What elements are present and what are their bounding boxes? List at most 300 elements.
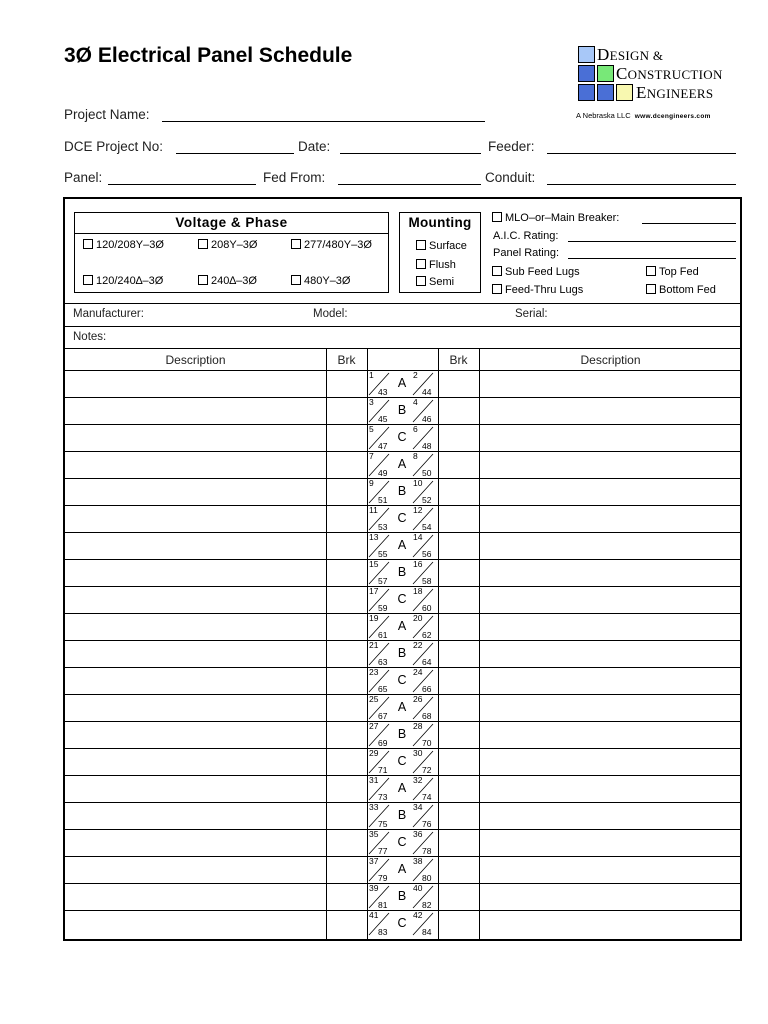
breaker-left-cell[interactable] bbox=[327, 722, 366, 747]
option-120-208y[interactable]: 120/208Y–3Ø bbox=[83, 239, 164, 251]
dce-project-no-field[interactable] bbox=[176, 153, 294, 154]
breaker-left-cell[interactable] bbox=[327, 857, 366, 882]
circuit-number-top: 13 bbox=[369, 532, 379, 542]
phase-label: A bbox=[397, 862, 407, 876]
circuit-number-odd bbox=[367, 424, 392, 451]
circuit-number-even bbox=[411, 532, 436, 559]
breaker-left-cell[interactable] bbox=[327, 479, 366, 504]
checkbox[interactable] bbox=[492, 266, 502, 276]
circuit-number-odd bbox=[367, 775, 392, 802]
description-left-cell[interactable] bbox=[66, 587, 325, 612]
circuit-number-top: 15 bbox=[369, 559, 379, 569]
notes-label: Notes: bbox=[73, 331, 107, 343]
phase-label: A bbox=[397, 457, 407, 471]
description-left-cell[interactable] bbox=[66, 560, 325, 585]
circuit-number-bottom: 45 bbox=[378, 414, 388, 424]
project-name-field[interactable] bbox=[162, 121, 485, 122]
circuit-number-top: 42 bbox=[413, 910, 423, 920]
circuit-number-odd bbox=[367, 667, 392, 694]
dce-project-no-label: DCE Project No: bbox=[64, 139, 164, 154]
description-right-cell[interactable] bbox=[480, 533, 741, 558]
phase-label: B bbox=[397, 565, 407, 579]
description-left-header: Description bbox=[165, 353, 226, 367]
circuit-number-top: 27 bbox=[369, 721, 379, 731]
breaker-right-cell[interactable] bbox=[439, 587, 478, 612]
circuit-number-odd bbox=[367, 910, 392, 937]
circuit-number-bottom: 47 bbox=[378, 441, 388, 451]
circuit-number-bottom: 52 bbox=[422, 495, 432, 505]
circuit-number-bottom: 43 bbox=[378, 387, 388, 397]
breaker-left-cell[interactable] bbox=[327, 506, 366, 531]
phase-label: B bbox=[397, 727, 407, 741]
checkbox[interactable] bbox=[416, 259, 426, 269]
description-right-cell[interactable] bbox=[480, 911, 741, 936]
circuit-number-top: 41 bbox=[369, 910, 379, 920]
circuit-number-top: 33 bbox=[369, 802, 379, 812]
circuit-number-bottom: 51 bbox=[378, 495, 388, 505]
checkbox[interactable] bbox=[492, 212, 502, 222]
circuit-number-bottom: 44 bbox=[422, 387, 432, 397]
circuit-number-bottom: 66 bbox=[422, 684, 432, 694]
description-right-cell[interactable] bbox=[480, 371, 741, 396]
description-right-cell[interactable] bbox=[480, 614, 741, 639]
circuit-number-bottom: 78 bbox=[422, 846, 432, 856]
breaker-right-cell[interactable] bbox=[439, 668, 478, 693]
description-right-cell[interactable] bbox=[480, 722, 741, 747]
circuit-number-top: 10 bbox=[413, 478, 423, 488]
checkbox[interactable] bbox=[416, 240, 426, 250]
circuit-number-top: 21 bbox=[369, 640, 379, 650]
phase-label: B bbox=[397, 646, 407, 660]
breaker-left-cell[interactable] bbox=[327, 587, 366, 612]
description-left-cell[interactable] bbox=[66, 452, 325, 477]
circuit-number-bottom: 64 bbox=[422, 657, 432, 667]
logo-square bbox=[578, 65, 595, 82]
description-left-cell[interactable] bbox=[66, 506, 325, 531]
company-logo bbox=[576, 44, 748, 122]
circuit-number-odd bbox=[367, 505, 392, 532]
breaker-right-cell[interactable] bbox=[439, 533, 478, 558]
description-right-cell[interactable] bbox=[480, 479, 741, 504]
description-left-cell[interactable] bbox=[66, 641, 325, 666]
circuit-number-top: 32 bbox=[413, 775, 423, 785]
description-right-cell[interactable] bbox=[480, 587, 741, 612]
circuit-number-bottom: 65 bbox=[378, 684, 388, 694]
logo-word-engineers: ENGINEERS bbox=[636, 83, 714, 102]
circuit-number-odd bbox=[367, 370, 392, 397]
circuit-number-bottom: 46 bbox=[422, 414, 432, 424]
phase-label: C bbox=[397, 673, 407, 687]
logo-word-design: DESIGN & bbox=[597, 45, 664, 64]
description-right-cell[interactable] bbox=[480, 668, 741, 693]
project-name-label: Project Name: bbox=[64, 107, 150, 122]
circuit-number-top: 14 bbox=[413, 532, 423, 542]
breaker-right-cell[interactable] bbox=[439, 452, 478, 477]
brk-left-header: Brk bbox=[337, 353, 356, 367]
breaker-left-cell[interactable] bbox=[327, 614, 366, 639]
circuit-number-top: 16 bbox=[413, 559, 423, 569]
circuit-number-top: 38 bbox=[413, 856, 423, 866]
circuit-number-odd bbox=[367, 694, 392, 721]
panel-rating-label: Panel Rating: bbox=[493, 247, 560, 259]
breaker-right-cell[interactable] bbox=[439, 722, 478, 747]
circuit-number-bottom: 70 bbox=[422, 738, 432, 748]
circuit-number-top: 23 bbox=[369, 667, 379, 677]
fed-from-field[interactable] bbox=[338, 184, 481, 185]
circuit-number-even bbox=[411, 424, 436, 451]
phase-label: C bbox=[397, 511, 407, 525]
logo-square bbox=[597, 84, 614, 101]
logo-square bbox=[616, 84, 633, 101]
circuit-number-bottom: 53 bbox=[378, 522, 388, 532]
description-right-cell[interactable] bbox=[480, 749, 741, 774]
divider bbox=[65, 348, 740, 349]
breaker-right-cell[interactable] bbox=[439, 776, 478, 801]
phase-label: C bbox=[397, 835, 407, 849]
phase-label: B bbox=[397, 484, 407, 498]
description-right-cell[interactable] bbox=[480, 830, 741, 855]
description-left-cell[interactable] bbox=[66, 479, 325, 504]
breaker-right-cell[interactable] bbox=[439, 857, 478, 882]
breaker-right-cell[interactable] bbox=[439, 425, 478, 450]
logo-square bbox=[578, 46, 595, 63]
checkbox[interactable] bbox=[83, 275, 93, 285]
circuit-number-odd bbox=[367, 397, 392, 424]
circuit-number-top: 4 bbox=[413, 397, 418, 407]
brk-right-header: Brk bbox=[449, 353, 468, 367]
breaker-left-cell[interactable] bbox=[327, 668, 366, 693]
mounting-box bbox=[399, 212, 481, 293]
description-left-cell[interactable] bbox=[66, 425, 325, 450]
breaker-left-cell[interactable] bbox=[327, 641, 366, 666]
breaker-right-cell[interactable] bbox=[439, 398, 478, 423]
logo-word-construction: CONSTRUCTION bbox=[616, 64, 723, 83]
breaker-right-cell[interactable] bbox=[439, 506, 478, 531]
phase-label: C bbox=[397, 592, 407, 606]
circuit-number-even bbox=[411, 775, 436, 802]
breaker-left-cell[interactable] bbox=[327, 533, 366, 558]
page-title: 3Ø Electrical Panel Schedule bbox=[64, 44, 353, 67]
panel-field[interactable] bbox=[108, 184, 256, 185]
panel-rating-field[interactable] bbox=[568, 258, 736, 259]
circuit-number-top: 39 bbox=[369, 883, 379, 893]
divider bbox=[65, 303, 740, 304]
circuit-number-odd bbox=[367, 613, 392, 640]
circuit-number-even bbox=[411, 829, 436, 856]
circuit-number-top: 8 bbox=[413, 451, 418, 461]
description-left-cell[interactable] bbox=[66, 830, 325, 855]
description-left-cell[interactable] bbox=[66, 776, 325, 801]
circuit-number-top: 20 bbox=[413, 613, 423, 623]
breaker-left-cell[interactable] bbox=[327, 749, 366, 774]
circuit-number-top: 18 bbox=[413, 586, 423, 596]
phase-label: B bbox=[397, 808, 407, 822]
option-277-480y[interactable]: 277/480Y–3Ø bbox=[291, 239, 372, 251]
circuit-number-top: 28 bbox=[413, 721, 423, 731]
circuit-number-bottom: 76 bbox=[422, 819, 432, 829]
circuit-number-bottom: 77 bbox=[378, 846, 388, 856]
description-left-cell[interactable] bbox=[66, 803, 325, 828]
phase-label: A bbox=[397, 376, 407, 390]
circuit-number-odd bbox=[367, 532, 392, 559]
divider bbox=[65, 326, 740, 327]
circuit-number-bottom: 48 bbox=[422, 441, 432, 451]
date-label: Date: bbox=[298, 139, 331, 154]
breaker-right-cell[interactable] bbox=[439, 614, 478, 639]
circuit-number-bottom: 84 bbox=[422, 927, 432, 937]
description-left-cell[interactable] bbox=[66, 884, 325, 909]
panel-label: Panel: bbox=[64, 170, 103, 185]
circuit-number-even bbox=[411, 505, 436, 532]
circuit-number-bottom: 80 bbox=[422, 873, 432, 883]
circuit-number-even bbox=[411, 883, 436, 910]
description-right-cell[interactable] bbox=[480, 641, 741, 666]
option-semi[interactable]: Semi bbox=[416, 276, 454, 288]
description-left-cell[interactable] bbox=[66, 722, 325, 747]
checkbox[interactable] bbox=[646, 284, 656, 294]
description-right-cell[interactable] bbox=[480, 884, 741, 909]
circuit-number-even bbox=[411, 640, 436, 667]
logo-square bbox=[578, 84, 595, 101]
circuit-number-odd bbox=[367, 478, 392, 505]
description-right-header: Description bbox=[580, 353, 641, 367]
circuit-number-odd bbox=[367, 802, 392, 829]
circuit-number-bottom: 75 bbox=[378, 819, 388, 829]
phase-label: C bbox=[397, 430, 407, 444]
circuit-number-top: 26 bbox=[413, 694, 423, 704]
circuit-number-top: 35 bbox=[369, 829, 379, 839]
circuit-number-bottom: 50 bbox=[422, 468, 432, 478]
circuit-number-top: 19 bbox=[369, 613, 379, 623]
circuit-number-top: 1 bbox=[369, 370, 374, 380]
circuit-number-top: 12 bbox=[413, 505, 423, 515]
logo-square bbox=[597, 65, 614, 82]
checkbox[interactable] bbox=[492, 284, 502, 294]
breaker-left-cell[interactable] bbox=[327, 371, 366, 396]
description-left-cell[interactable] bbox=[66, 533, 325, 558]
description-right-cell[interactable] bbox=[480, 506, 741, 531]
circuit-number-odd bbox=[367, 721, 392, 748]
date-field[interactable] bbox=[340, 153, 481, 154]
checkbox[interactable] bbox=[83, 239, 93, 249]
circuit-number-even bbox=[411, 397, 436, 424]
description-right-cell[interactable] bbox=[480, 560, 741, 585]
logo-tagline: A Nebraska LLC www.dcengineers.com bbox=[576, 111, 711, 120]
model-label: Model: bbox=[313, 308, 348, 320]
circuit-number-top: 24 bbox=[413, 667, 423, 677]
circuit-number-top: 25 bbox=[369, 694, 379, 704]
manufacturer-label: Manufacturer: bbox=[73, 308, 144, 320]
description-right-cell[interactable] bbox=[480, 695, 741, 720]
circuit-number-bottom: 62 bbox=[422, 630, 432, 640]
breaker-left-cell[interactable] bbox=[327, 695, 366, 720]
circuit-number-even bbox=[411, 802, 436, 829]
breaker-right-cell[interactable] bbox=[439, 803, 478, 828]
feeder-label: Feeder: bbox=[488, 139, 535, 154]
circuit-number-even bbox=[411, 721, 436, 748]
circuit-number-even bbox=[411, 694, 436, 721]
mounting-heading: Mounting bbox=[408, 215, 472, 230]
description-right-cell[interactable] bbox=[480, 452, 741, 477]
option-240-delta[interactable]: 240∆–3Ø bbox=[198, 275, 257, 287]
circuit-number-bottom: 73 bbox=[378, 792, 388, 802]
breaker-left-cell[interactable] bbox=[327, 560, 366, 585]
circuit-number-top: 40 bbox=[413, 883, 423, 893]
voltage-phase-box bbox=[74, 212, 389, 293]
checkbox[interactable] bbox=[416, 276, 426, 286]
breaker-left-cell[interactable] bbox=[327, 911, 366, 936]
breaker-left-cell[interactable] bbox=[327, 803, 366, 828]
circuit-number-odd bbox=[367, 856, 392, 883]
phase-label: B bbox=[397, 889, 407, 903]
description-right-cell[interactable] bbox=[480, 776, 741, 801]
option-208y[interactable]: 208Y–3Ø bbox=[198, 239, 257, 251]
aic-rating-label: A.I.C. Rating: bbox=[493, 230, 559, 242]
circuit-number-even bbox=[411, 910, 436, 937]
mlo-field[interactable] bbox=[642, 223, 736, 224]
breaker-right-cell[interactable] bbox=[439, 479, 478, 504]
circuit-number-bottom: 71 bbox=[378, 765, 388, 775]
circuit-number-top: 17 bbox=[369, 586, 379, 596]
circuit-number-bottom: 54 bbox=[422, 522, 432, 532]
circuit-number-top: 7 bbox=[369, 451, 374, 461]
circuit-number-top: 37 bbox=[369, 856, 379, 866]
phase-label: A bbox=[397, 700, 407, 714]
circuit-number-odd bbox=[367, 451, 392, 478]
breaker-right-cell[interactable] bbox=[439, 560, 478, 585]
option-bottom-fed[interactable]: Bottom Fed bbox=[646, 284, 716, 296]
circuit-number-top: 9 bbox=[369, 478, 374, 488]
breaker-left-cell[interactable] bbox=[327, 776, 366, 801]
description-left-cell[interactable] bbox=[66, 749, 325, 774]
option-120-240-delta[interactable]: 120/240∆–3Ø bbox=[83, 275, 163, 287]
circuit-number-top: 3 bbox=[369, 397, 374, 407]
circuit-number-bottom: 60 bbox=[422, 603, 432, 613]
circuit-number-odd bbox=[367, 559, 392, 586]
circuit-number-odd bbox=[367, 829, 392, 856]
breaker-right-cell[interactable] bbox=[439, 911, 478, 936]
circuit-number-bottom: 55 bbox=[378, 549, 388, 559]
option-surface[interactable]: Surface bbox=[416, 240, 467, 252]
circuit-number-even bbox=[411, 667, 436, 694]
option-flush[interactable]: Flush bbox=[416, 259, 456, 271]
breaker-right-cell[interactable] bbox=[439, 371, 478, 396]
circuit-number-bottom: 82 bbox=[422, 900, 432, 910]
circuit-number-even bbox=[411, 748, 436, 775]
description-left-cell[interactable] bbox=[66, 398, 325, 423]
option-mlo-main-breaker[interactable]: MLO–or–Main Breaker: bbox=[492, 212, 619, 224]
description-left-cell[interactable] bbox=[66, 857, 325, 882]
breaker-right-cell[interactable] bbox=[439, 695, 478, 720]
feeder-field[interactable] bbox=[547, 153, 736, 154]
circuit-number-bottom: 81 bbox=[378, 900, 388, 910]
aic-rating-field[interactable] bbox=[568, 241, 736, 242]
circuit-number-top: 11 bbox=[369, 505, 378, 515]
checkbox[interactable] bbox=[198, 239, 208, 249]
circuit-number-even bbox=[411, 856, 436, 883]
circuit-number-bottom: 79 bbox=[378, 873, 388, 883]
circuit-number-even bbox=[411, 559, 436, 586]
circuit-number-even bbox=[411, 586, 436, 613]
circuit-number-odd bbox=[367, 748, 392, 775]
circuit-number-bottom: 56 bbox=[422, 549, 432, 559]
description-left-cell[interactable] bbox=[66, 695, 325, 720]
fed-from-label: Fed From: bbox=[263, 170, 326, 185]
circuit-number-top: 36 bbox=[413, 829, 423, 839]
circuit-number-bottom: 67 bbox=[378, 711, 388, 721]
description-left-cell[interactable] bbox=[66, 614, 325, 639]
option-480y[interactable]: 480Y–3Ø bbox=[291, 275, 350, 287]
checkbox[interactable] bbox=[198, 275, 208, 285]
phase-label: A bbox=[397, 619, 407, 633]
circuit-number-bottom: 83 bbox=[378, 927, 388, 937]
phase-label: A bbox=[397, 538, 407, 552]
breaker-left-cell[interactable] bbox=[327, 830, 366, 855]
circuit-number-bottom: 68 bbox=[422, 711, 432, 721]
breaker-left-cell[interactable] bbox=[327, 884, 366, 909]
circuit-number-even bbox=[411, 613, 436, 640]
circuit-number-even bbox=[411, 451, 436, 478]
phase-label: C bbox=[397, 754, 407, 768]
circuit-number-bottom: 58 bbox=[422, 576, 432, 586]
description-left-cell[interactable] bbox=[66, 371, 325, 396]
option-sub-feed-lugs[interactable]: Sub Feed Lugs bbox=[492, 266, 580, 278]
circuit-number-top: 29 bbox=[369, 748, 379, 758]
option-top-fed[interactable]: Top Fed bbox=[646, 266, 699, 278]
breaker-left-cell[interactable] bbox=[327, 398, 366, 423]
breaker-right-cell[interactable] bbox=[439, 641, 478, 666]
circuit-number-bottom: 63 bbox=[378, 657, 388, 667]
breaker-right-cell[interactable] bbox=[439, 884, 478, 909]
description-right-cell[interactable] bbox=[480, 857, 741, 882]
circuit-number-top: 22 bbox=[413, 640, 423, 650]
description-left-cell[interactable] bbox=[66, 911, 325, 936]
phase-label: C bbox=[397, 916, 407, 930]
description-left-cell[interactable] bbox=[66, 668, 325, 693]
conduit-label: Conduit: bbox=[485, 170, 536, 185]
circuit-number-bottom: 69 bbox=[378, 738, 388, 748]
checkbox[interactable] bbox=[646, 266, 656, 276]
circuit-number-even bbox=[411, 478, 436, 505]
circuit-number-odd bbox=[367, 640, 392, 667]
panel-schedule-form bbox=[63, 197, 742, 941]
breaker-right-cell[interactable] bbox=[439, 749, 478, 774]
circuit-number-even bbox=[411, 370, 436, 397]
circuit-number-bottom: 57 bbox=[378, 576, 388, 586]
voltage-phase-heading: Voltage & Phase bbox=[75, 213, 388, 234]
circuit-number-top: 30 bbox=[413, 748, 423, 758]
circuit-number-top: 5 bbox=[369, 424, 374, 434]
circuit-number-top: 31 bbox=[369, 775, 379, 785]
conduit-field[interactable] bbox=[547, 184, 736, 185]
circuit-number-bottom: 72 bbox=[422, 765, 432, 775]
checkbox[interactable] bbox=[291, 275, 301, 285]
breaker-left-cell[interactable] bbox=[327, 425, 366, 450]
description-right-cell[interactable] bbox=[480, 803, 741, 828]
circuit-number-top: 6 bbox=[413, 424, 418, 434]
breaker-right-cell[interactable] bbox=[439, 830, 478, 855]
checkbox[interactable] bbox=[291, 239, 301, 249]
breaker-left-cell[interactable] bbox=[327, 452, 366, 477]
circuit-number-bottom: 74 bbox=[422, 792, 432, 802]
option-feed-thru-lugs[interactable]: Feed-Thru Lugs bbox=[492, 284, 583, 296]
description-right-cell[interactable] bbox=[480, 398, 741, 423]
circuit-number-top: 34 bbox=[413, 802, 423, 812]
serial-label: Serial: bbox=[515, 308, 548, 320]
circuit-number-odd bbox=[367, 586, 392, 613]
phase-label: A bbox=[397, 781, 407, 795]
description-right-cell[interactable] bbox=[480, 425, 741, 450]
